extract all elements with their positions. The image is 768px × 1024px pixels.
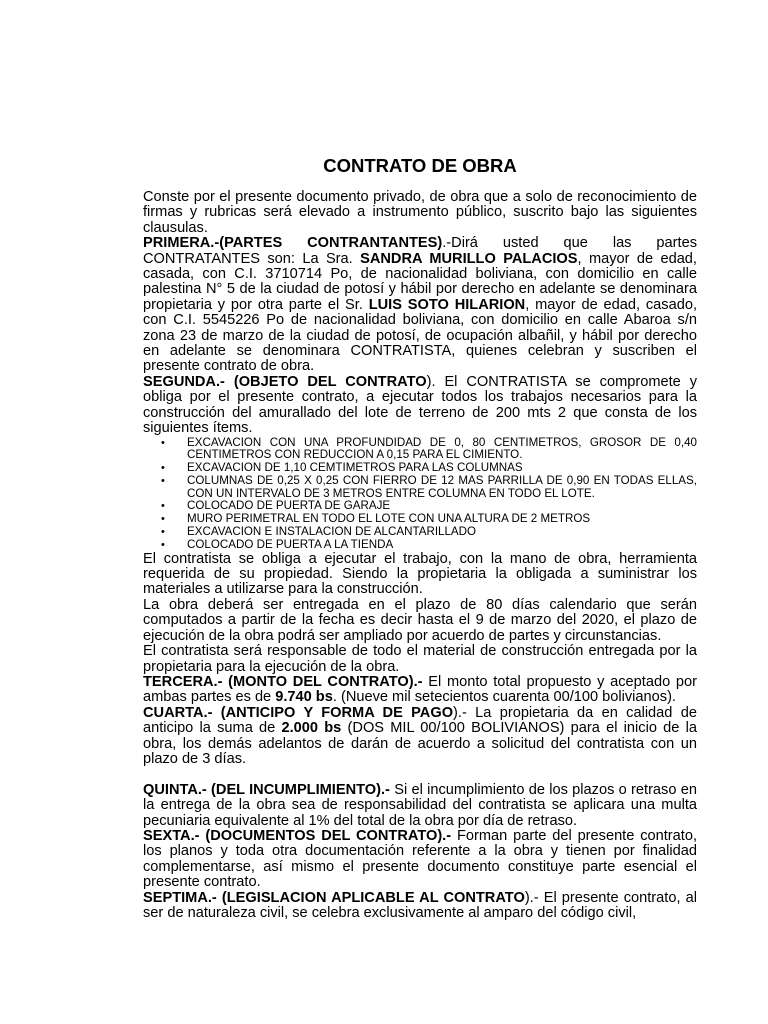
party-name: LUIS SOTO HILARION [368,296,526,313]
segunda-paragraph-1: El contratista se obliga a ejecutar el trabajo, con la mano de obra, herramienta requerida de su propiedad. Siendo la propietaria la obligada a suministrar los materiales a utilizarse para la construcción. [143,550,697,598]
clause-quinta [143,783,697,829]
clause-heading: SEPTIMA.- (LEGISLACION APLICABLE AL CONTRATO [143,889,525,906]
clause-text: El monto total propuesto y aceptado por ambas partes es de [143,673,697,706]
clause-tercera [143,675,697,706]
clause-text: ). El CONTRATISTA se compromete y obliga por el presente contrato, a ejecutar todos los trabajos necesarios para la construcción del amurallado del lote de terreno de 200 mts 2 que consta de los siguientes ítems. [143,373,698,437]
clause-text: ).- El presente contrato, al ser de naturaleza civil, se celebra exclusivamente al amparo del código civil, [143,889,697,921]
clause-heading: CUARTA.- (ANTICIPO Y FORMA DE PAGO [143,704,454,721]
advance-amount: 2.000 bs [281,720,342,737]
clause-primera [143,236,697,375]
clause-heading: SEXTA.- (DOCUMENTOS DEL CONTRATO).- [143,827,452,844]
list-item: • COLUMNAS DE 0,25 X 0,25 CON FIERRO DE 12 MAS PARRILLA DE 0,90 EN TODAS ELLAS, CON UN INTERVALO DE 3 METROS ENTRE COLUMNA EN TODO EL LOTE. [187,475,697,501]
clause-text: , mayor de edad, casado, con C.I. 5545226 Po de nacionalidad boliviana, con domicilio en calle Abaroa s/n zona 23 de marzo de la ciudad de potosí, de ocupación albañil, y hábil por derecho en adelante se denominara CONTRATISTA, quienes celebran y suscriben el presente contrato de obra. [143,296,697,375]
blank-line [143,767,697,782]
clause-sexta [143,829,697,891]
document-body [143,190,697,921]
clause-heading: PRIMERA.-(PARTES CONTRANTANTES) [143,235,443,252]
clause-heading: SEGUNDA.- (OBJETO DEL CONTRATO [143,373,427,390]
clause-text: (DOS MIL 00/100 BOLIVIANOS) para el inicio de la obra, los demás adelantos de darán de acuerdo a solicitud del contratista con un plazo de 3 días. [143,720,697,767]
list-item: • COLOCADO DE PUERTA DE GARAJE [187,500,697,513]
clause-septima [143,891,697,922]
clause-text: , mayor de edad, casada, con C.I. 3710714 Po, de nacionalidad boliviana, con domicilio en calle palestina N° 5 de la ciudad de potosí y hábil por derecho en adelante se denominara propietaria y por otra parte el Sr. [143,250,697,313]
clause-heading: QUINTA.- (DEL INCUMPLIMIENTO).- [143,781,390,798]
contract-amount: 9.740 bs [275,689,333,706]
clause-heading: TERCERA.- (MONTO DEL CONTRATO).- [143,673,423,690]
intro-paragraph: Conste por el presente documento privado, de obra que a solo de reconocimiento de firmas y rubricas será elevado a instrumento público, suscrito bajo las siguientes clausulas. [143,189,697,236]
clause-text: Forman parte del presente contrato, los planos y toda otra documentación referente a la obra y tienen por finalidad complementarse, así mismo el presente documento constituye parte esencial el presente contrato. [143,827,698,891]
segunda-paragraph-2: La obra deberá ser entregada en el plazo de 80 días calendario que serán computados a partir de la fecha es decir hasta el 9 de marzo del 2020, el plazo de ejecución de la obra podrá ser ampliado por acuerdo de partes y circunstancias. [143,596,697,644]
segunda-paragraph-3: El contratista será responsable de todo el material de construcción entregada por la propietaria para la ejecución de la obra. [143,643,697,675]
work-items-list [143,437,697,552]
clause-text: Si el incumplimiento de los plazos o retraso en la entrega de la obra sea de responsabilidad del contratista se aplicara una multa pecuniaria equivalente al 1% del total de la obra por día de retraso. [143,781,697,829]
clause-text: . (Nueve mil setecientos cuarenta 00/100 bolivianos). [332,689,676,706]
document-title: CONTRATO DE OBRA [323,155,517,176]
party-name: SANDRA MURILLO PALACIOS [360,250,578,267]
list-item: • COLOCADO DE PUERTA A LA TIENDA [187,539,697,552]
clause-cuarta [143,706,697,768]
clause-segunda [143,375,697,437]
list-item: • EXCAVACION CON UNA PROFUNDIDAD DE 0, 80 CENTIMETROS, GROSOR DE 0,40 CENTIMETROS CON REDUCCION A 0,15 PARA EL CIMIENTO. [187,437,697,463]
list-item: • EXCAVACION E INSTALACION DE ALCANTARILLADO [187,526,697,539]
list-item: • MURO PERIMETRAL EN TODO EL LOTE CON UNA ALTURA DE 2 METROS [187,513,697,526]
clause-text: ).- La propietaria da en calidad de anticipo la suma de [143,704,697,737]
list-item: • EXCAVACION DE 1,10 CEMTIMETROS PARA LAS COLUMNAS [187,462,697,475]
clause-text: .-Dirá usted que las partes CONTRATANTES son: La Sra. [143,235,697,267]
